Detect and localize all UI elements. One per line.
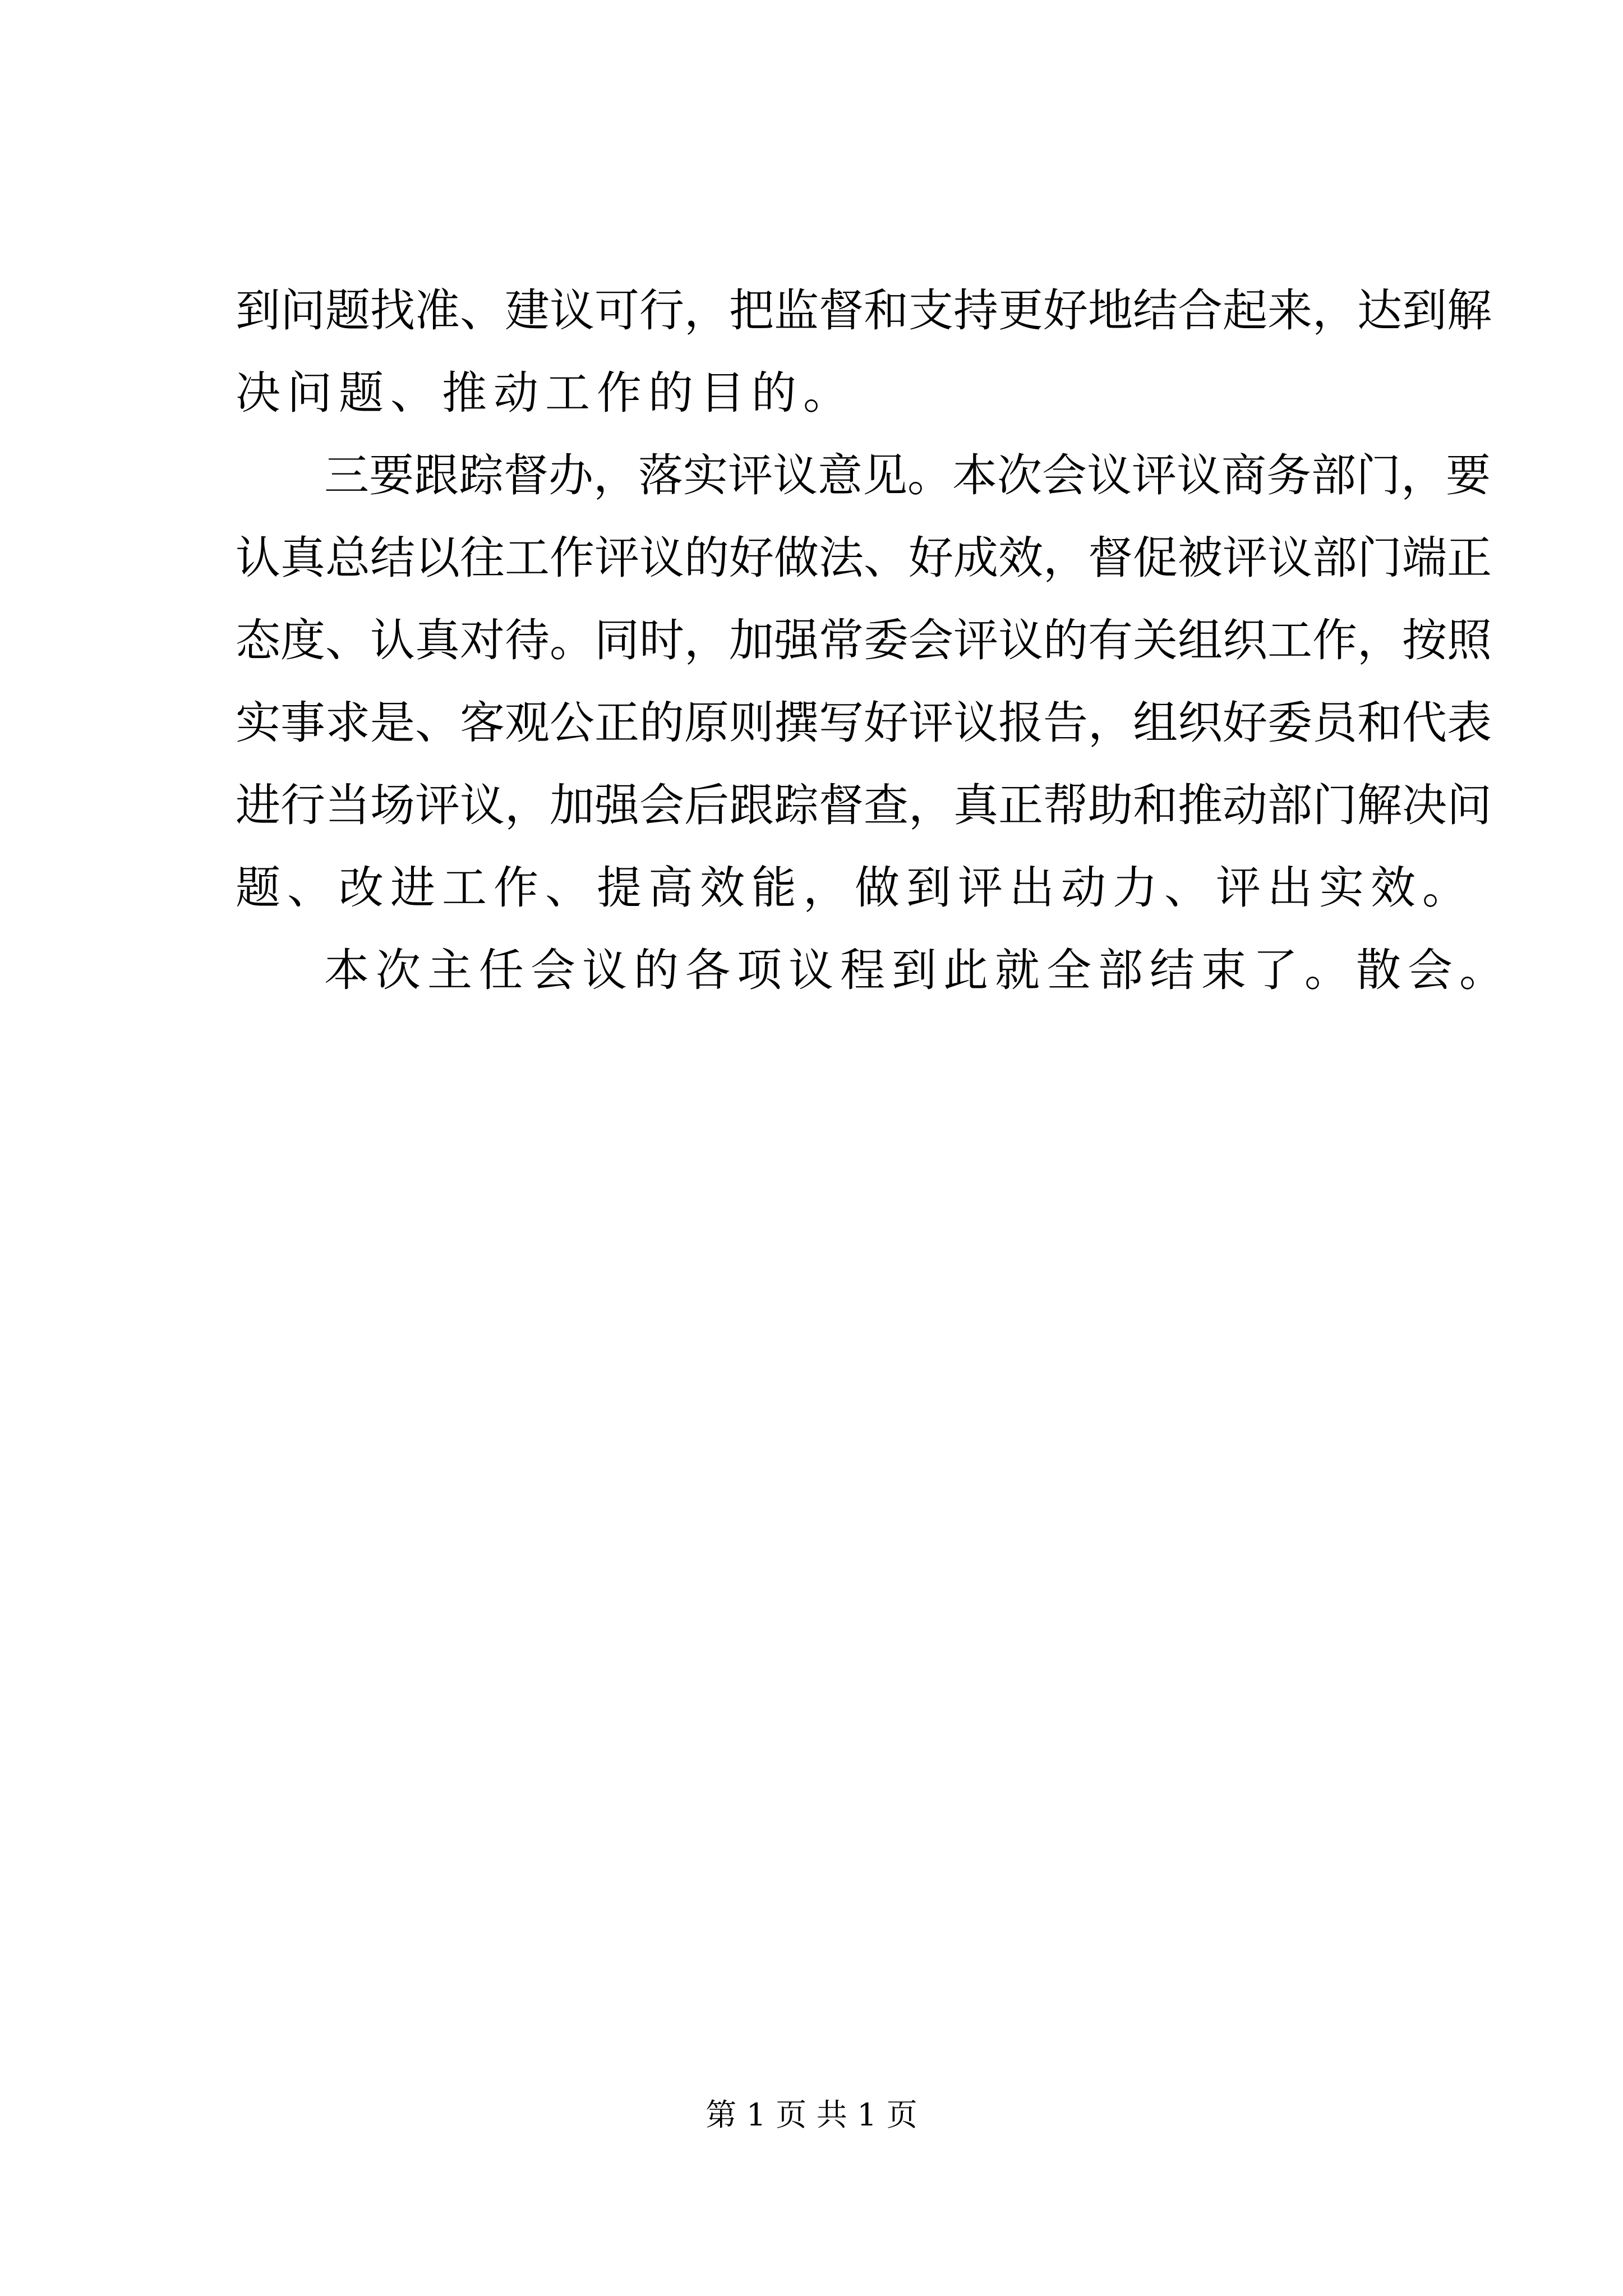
text-line: 到问题找准、建议可行，把监督和支持更好地结合起来，达到解 (236, 284, 1492, 337)
text-line: 三要跟踪督办，落实评议意见。本次会议评议商务部门，要 (324, 449, 1491, 501)
page-number-label: 第 1 页 共 1 页 (706, 2097, 917, 2133)
text-line: 实事求是、客观公正的原则撰写好评议报告，组织好委员和代表 (236, 697, 1492, 749)
text-line: 本次主任会议的各项议程到此就全部结束了。散会。 (324, 944, 1511, 996)
paragraph-1 (236, 269, 1492, 434)
text-line: 题、改进工作、提高效能，做到评出动力、评出实效。 (236, 862, 1474, 914)
paragraph-3 (236, 929, 1511, 1011)
document-body (236, 269, 1511, 1011)
text-line: 认真总结以往工作评议的好做法、好成效，督促被评议部门端正 (236, 532, 1492, 584)
text-line: 态度、认真对待。同时，加强常委会评议的有关组织工作，按照 (236, 614, 1492, 666)
paragraph-2 (236, 434, 1492, 929)
text-line: 决问题、推动工作的目的。 (236, 367, 855, 419)
page-footer (0, 2092, 1623, 2137)
text-line: 进行当场评议，加强会后跟踪督查，真正帮助和推动部门解决问 (236, 779, 1492, 831)
